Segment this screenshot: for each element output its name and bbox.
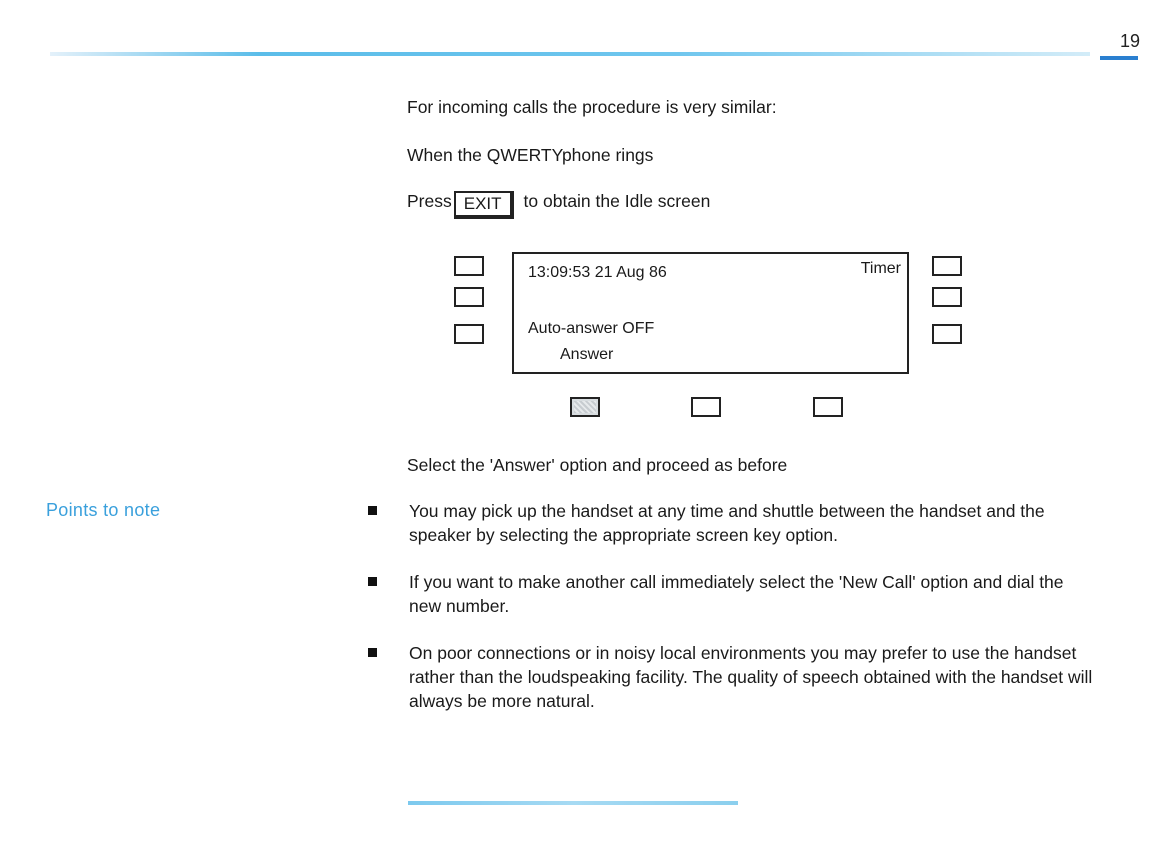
page-number-underline bbox=[1100, 56, 1138, 60]
footer-rule bbox=[408, 801, 738, 805]
note-text: If you want to make another call immediately select the 'New Call' option and dial the new number. bbox=[409, 572, 1064, 616]
step-select-text: Select the 'Answer' option and proceed as before bbox=[407, 455, 788, 475]
note-text: You may pick up the handset at any time and shuttle between the handset and the speaker by selecting the appropriate screen key option. bbox=[409, 501, 1045, 545]
screen-key-left-1[interactable] bbox=[454, 256, 484, 276]
sidebar-heading: Points to note bbox=[46, 500, 161, 520]
display-answer-option: Answer bbox=[560, 346, 614, 363]
bullet-square-icon bbox=[368, 506, 377, 515]
screen-key-right-1[interactable] bbox=[932, 256, 962, 276]
screen-key-bottom-2[interactable] bbox=[691, 397, 721, 417]
page-number: 19 bbox=[1119, 31, 1140, 51]
display-timer-label: Timer bbox=[860, 260, 901, 277]
screen-key-bottom-3[interactable] bbox=[813, 397, 843, 417]
step-rings-text: When the QWERTYphone rings bbox=[407, 145, 654, 165]
note-text: On poor connections or in noisy local environments you may prefer to use the handset rather than the loudspeaking facility. The quality of speech obtained with the handset will always be more natural. bbox=[409, 643, 1093, 711]
header-rule bbox=[50, 52, 1090, 56]
bullet-square-icon bbox=[368, 577, 377, 586]
screen-key-right-3[interactable] bbox=[932, 324, 962, 344]
screen-key-right-2[interactable] bbox=[932, 287, 962, 307]
press-label: Press bbox=[407, 191, 452, 211]
press-instruction: to obtain the Idle screen bbox=[523, 191, 711, 211]
display-clock: 13:09:53 21 Aug 86 bbox=[528, 264, 667, 281]
screen-key-bottom-answer[interactable] bbox=[570, 397, 600, 417]
phone-display bbox=[512, 252, 909, 374]
screen-key-left-3[interactable] bbox=[454, 324, 484, 344]
intro-text: For incoming calls the procedure is very similar: bbox=[407, 97, 777, 117]
display-auto-answer-status: Auto-answer OFF bbox=[528, 320, 655, 337]
bullet-square-icon bbox=[368, 648, 377, 657]
screen-key-left-2[interactable] bbox=[454, 287, 484, 307]
exit-key: EXIT bbox=[454, 191, 514, 219]
step-press-text bbox=[407, 189, 710, 219]
